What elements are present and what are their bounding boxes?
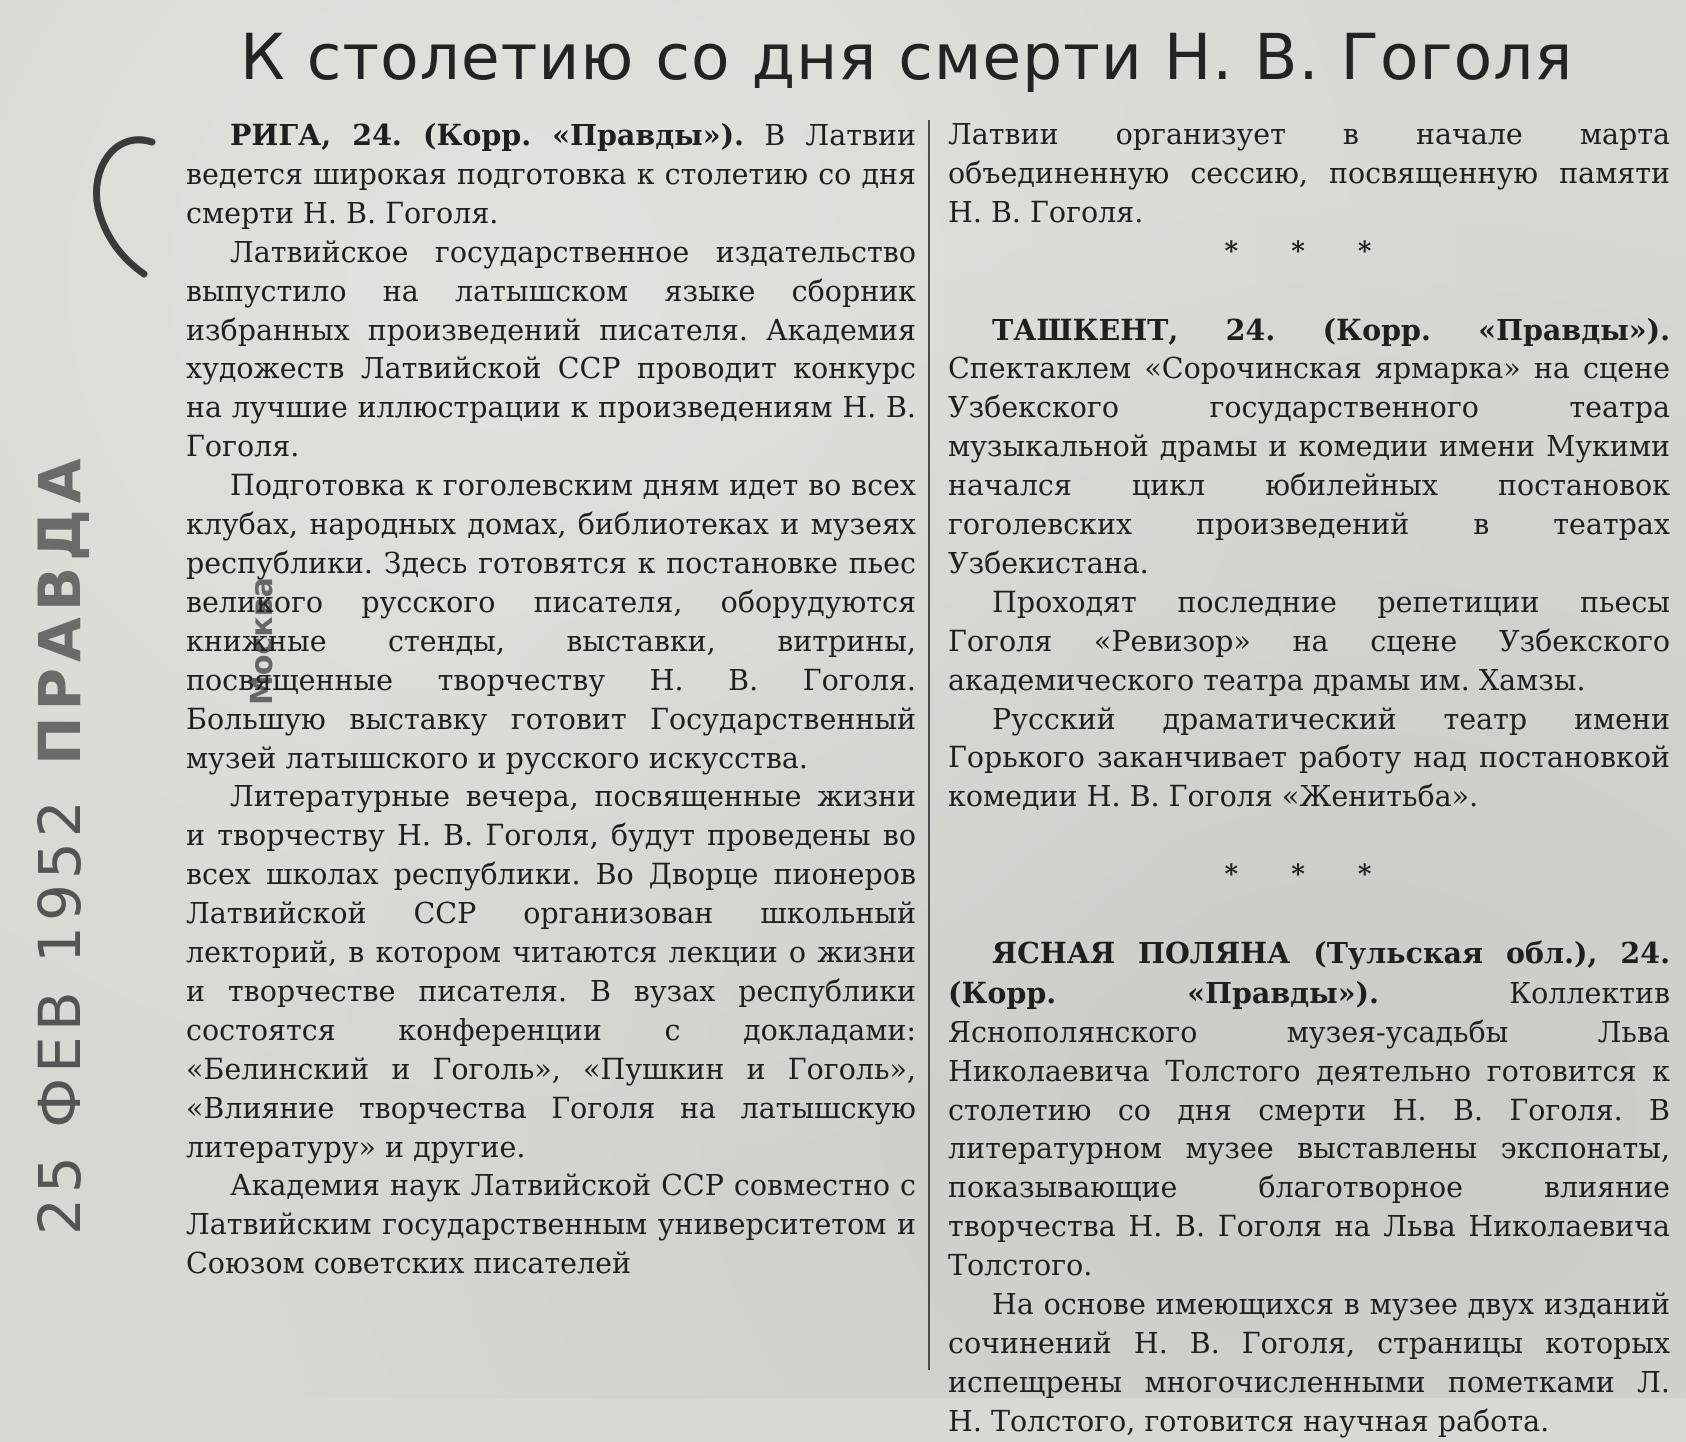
date-stamp [25, 452, 95, 1235]
stamp-newspaper: ПРАВДА [26, 452, 94, 765]
paragraph-text: Проходят последние репетиции пьесы Гоголя «Ревизор» на сцене Узбекского академического театра драмы им. Хамзы. [948, 585, 1670, 697]
right-column [948, 116, 1670, 1442]
paragraph-text: Литературные вечера, посвященные жизни и творчеству Н. В. Гоголя, будут проведены во всех школах республики. Во Дворце пионеров Латвийской ССР организован школьный лекторий, в котором читаются лекции о жизни и творчестве писателя. В вузах республики состоятся конференции с докладами: «Белинский и Гоголь», «Пушкин и Гоголь», «Влияние творчества Гоголя на латышскую литературу» и другие. [186, 780, 916, 1164]
paragraph-text: Подготовка к гоголевским дням идет во всех клубах, народных домах, библиотеках и музеях республики. Здесь готовятся к постановке пьес великого русского писателя, оборудуются книжные стенды, выставки, витрины, посвященные творчеству Н. В. Гоголя. Большую выставку готовит Государственный музей латышского и русского искусства. [186, 469, 916, 775]
paragraph [948, 1286, 1670, 1442]
paragraph-text: Коллектив Яснополянского музея-усадьбы Льва Николаевича Толстого деятельно готовится к столетию со дня смерти Н. В. Гоголя. В литературном музее выставлены экспонаты, показывающие благотворное влияние творчества Н. В. Гоголя на Льва Николаевича Толстого. [948, 976, 1670, 1283]
paragraph-lead: ТАШКЕНТ, 24. (Корр. «Правды»). [992, 312, 1670, 347]
stamp-city: Москва [245, 577, 280, 705]
handwritten-mark [84, 130, 164, 280]
paragraph-text: Спектаклем «Сорочинская ярмарка» на сцене Узбекского государственного театра музыкальной драмы и комедии имени Мукими начался цикл юбилейных постановок гоголевских произведений в театрах Узбекистана. [948, 352, 1670, 580]
paragraph-text: На основе имеющихся в музее двух изданий сочинений Н. В. Гоголя, страницы которых испещрены многочисленными пометками Л. Н. Толстого, готовится научная работа. [948, 1288, 1670, 1438]
paragraph [186, 116, 916, 234]
paragraph [948, 584, 1670, 701]
article-headline: К столетию со дня смерти Н. В. Гоголя [240, 21, 1574, 94]
paragraph [948, 311, 1670, 584]
paragraph [186, 1167, 916, 1284]
paragraph [186, 234, 916, 467]
column-divider [928, 120, 930, 1370]
paragraph [186, 467, 916, 778]
left-column [186, 116, 916, 1284]
paragraph-continuation: Латвии организует в начале марта объединенную сессию, посвященную памяти Н. В. Гоголя. [948, 118, 1670, 229]
paragraph-text: Русский драматический театр имени Горького заканчивает работу над постановкой комедии Н. В. Гоголя «Женитьба». [948, 702, 1670, 814]
paragraph [948, 701, 1670, 818]
stamp-date: 25 ФЕВ 1952 [26, 795, 94, 1235]
paragraph-text: В Латвии ведется широкая подготовка к столетию со дня смерти Н. В. Гоголя. [186, 119, 916, 230]
paragraph [948, 934, 1670, 1286]
paragraph [186, 778, 916, 1167]
section-separator: * * * [1224, 236, 1394, 267]
paragraph-text: Латвийское государственное издательство выпустило на латышском языке сборник избранных произведений писателя. Академия художеств Латвийской ССР проводит конкурс на лучшие иллюстрации к произведениям Н. В. Гоголя. [186, 235, 916, 464]
paragraph-lead: ЯСНАЯ ПОЛЯНА (Тульская обл.), 24. (Корр. «Правды»). [948, 935, 1670, 1010]
section-separator: * * * [1224, 860, 1394, 891]
paragraph-lead: РИГА, 24. (Корр. «Правды»). [230, 118, 744, 152]
paragraph-text: Академия наук Латвийской ССР совместно с Латвийским государственным университетом и Союзом советских писателей [186, 1169, 916, 1281]
